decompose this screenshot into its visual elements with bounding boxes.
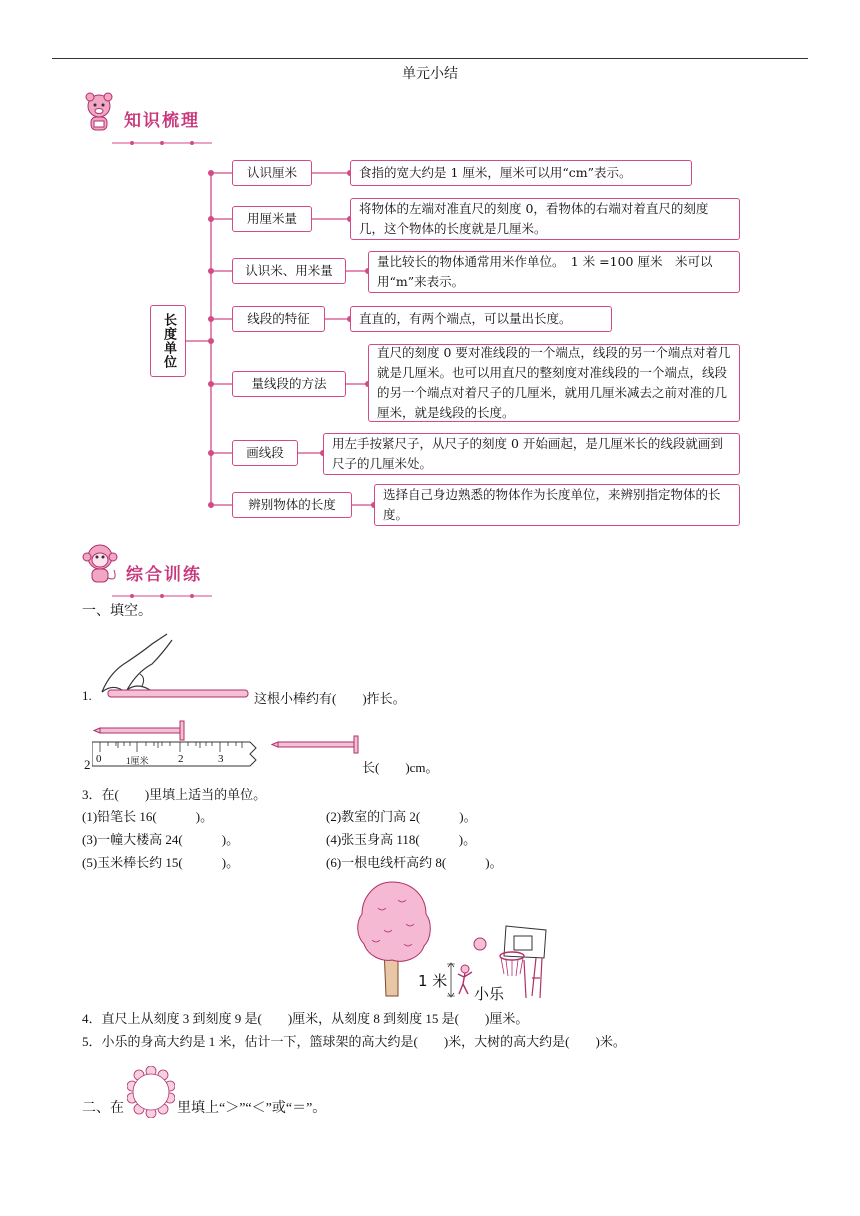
topic-box: 量线段的方法 bbox=[232, 371, 346, 397]
topic-box: 画线段 bbox=[232, 440, 298, 466]
top-rule bbox=[52, 58, 808, 59]
header-underline-dots bbox=[112, 585, 212, 593]
section-header-training: 综合训练 bbox=[126, 565, 202, 585]
q5-text: 5．小乐的身高大约是 1 米，估计一下，篮球架的高大约是( )米，大树的高大约是( )米。 bbox=[82, 1034, 626, 1049]
q2-text: 长( )cm。 bbox=[362, 760, 439, 775]
hand-stick-figure bbox=[92, 632, 252, 702]
q3-item: (3)一幢大楼高 24( )。 bbox=[82, 832, 240, 847]
desc-box: 将物体的左端对准直尺的刻度 0，看物体的右端对着直尺的刻度几，这个物体的长度就是几厘米。 bbox=[350, 198, 740, 240]
part2-heading-post: 里填上“＞”“＜”或“＝”。 bbox=[177, 1101, 327, 1116]
q3-item: (6)一根电线杆高约 8( )。 bbox=[326, 855, 503, 870]
q3-item: (5)玉米棒长约 15( )。 bbox=[82, 855, 240, 870]
desc-box: 直直的，有两个端点，可以量出长度。 bbox=[350, 306, 612, 332]
figure-label-1m: 1 米 bbox=[418, 972, 448, 990]
mascot-bear-icon bbox=[80, 92, 118, 134]
q3-item: (2)教室的门高 2( )。 bbox=[326, 809, 477, 824]
mascot-monkey-icon bbox=[80, 542, 120, 586]
desc-box: 量比较长的物体通常用米作单位。 1 米 =100 厘米 米可以用“m”来表示。 bbox=[368, 251, 740, 293]
page-title: 单元小结 bbox=[402, 66, 458, 82]
q1-number: 1. bbox=[82, 688, 92, 703]
ruler-tick-0: 0 bbox=[96, 753, 102, 765]
ruler-tick-3: 3 bbox=[218, 753, 224, 765]
header-underline-dots bbox=[112, 132, 212, 140]
q1-text: 这根小棒约有( )拃长。 bbox=[254, 691, 406, 706]
figure-label-xiaole: 小乐 bbox=[474, 985, 505, 1003]
q4-text: 4．直尺上从刻度 3 到刻度 9 是( )厘米，从刻度 8 到刻度 15 是( )厘米。 bbox=[82, 1011, 529, 1026]
desc-box: 用左手按紧尺子，从尺子的刻度 0 开始画起，是几厘米长的线段就画到尺子的几厘米处。 bbox=[323, 433, 740, 475]
topic-box: 用厘米量 bbox=[232, 206, 312, 232]
section-header-knowledge: 知识梳理 bbox=[124, 111, 200, 131]
part1-heading: 一、填空。 bbox=[82, 604, 152, 619]
tree-root: 长度单位 bbox=[150, 305, 186, 377]
q3-text: 3．在( )里填上适当的单位。 bbox=[82, 787, 267, 802]
desc-box: 食指的宽大约是 1 厘米，厘米可以用“cm”表示。 bbox=[350, 160, 692, 186]
topic-box: 认识米、用米量 bbox=[232, 258, 346, 284]
desc-box: 选择自己身边熟悉的物体作为长度单位，来辨别指定物体的长度。 bbox=[374, 484, 740, 526]
q3-item: (4)张玉身高 118( )。 bbox=[326, 832, 477, 847]
flower-circle-icon bbox=[127, 1066, 175, 1118]
part2-heading-pre: 二、在 bbox=[82, 1101, 124, 1116]
ruler-tick-1: 1厘米 bbox=[126, 756, 149, 766]
topic-box: 辨别物体的长度 bbox=[232, 492, 352, 518]
ruler-tick-2: 2 bbox=[178, 753, 184, 765]
topic-box: 线段的特征 bbox=[232, 306, 325, 332]
q3-item: (1)铅笔长 16( )。 bbox=[82, 809, 214, 824]
tree-boy-hoop-figure bbox=[354, 878, 554, 1004]
desc-box: 直尺的刻度 0 要对准线段的一个端点，线段的另一个端点对着几就是几厘米。也可以用直尺的整刻度对准线段的一个端点，线段的另一个端点对着尺子的几厘米，就用几厘米减去之前对准的几厘米，就是线段的长度。 bbox=[368, 344, 740, 422]
q2-number: 2 bbox=[84, 757, 91, 772]
topic-box: 认识厘米 bbox=[232, 160, 312, 186]
